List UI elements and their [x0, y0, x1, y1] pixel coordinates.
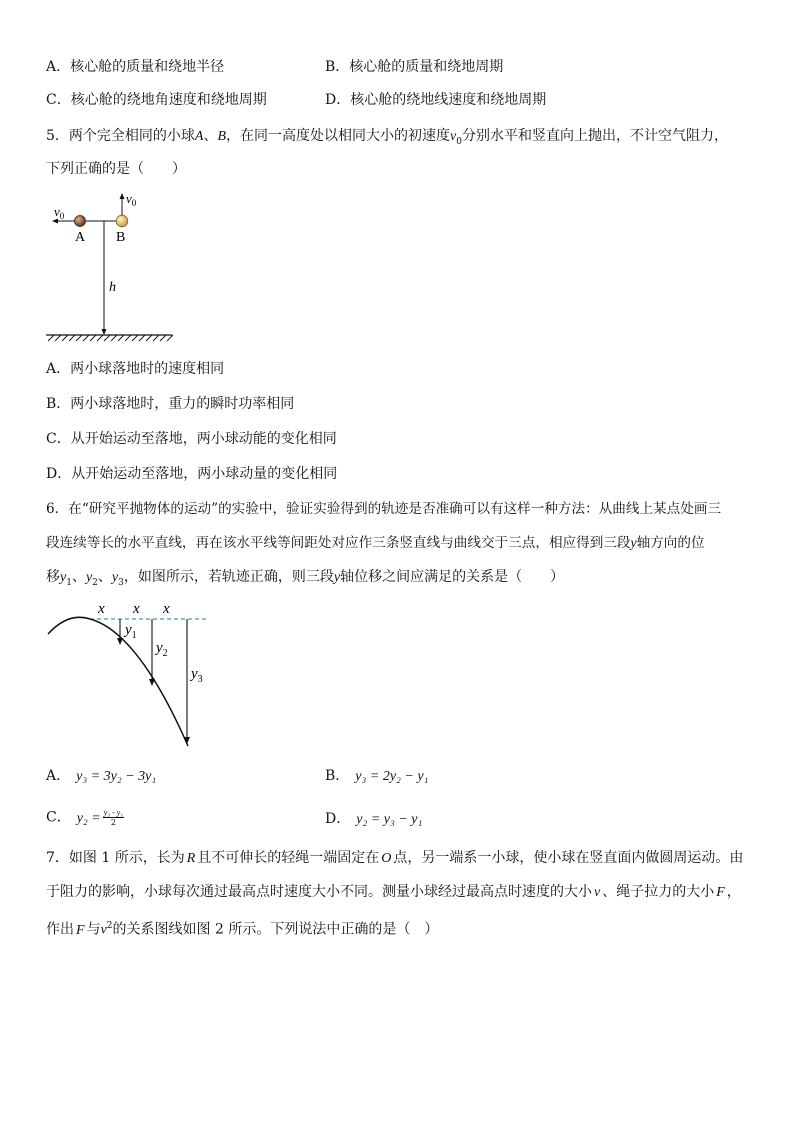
label-x1: x [98, 601, 105, 617]
label-b: B [116, 230, 126, 245]
q5-option-c: C．从开始运动至落地，两小球动能的变化相同 [46, 431, 337, 447]
q6-trajectory-figure [40, 598, 220, 750]
q5-projectile-figure [40, 188, 180, 348]
ball-b [116, 215, 128, 227]
label-x3: x [163, 601, 170, 617]
q7-stem-line2: 于阻力的影响，小球每次通过最高点时速度大小不同。测量小球经过最高点时速度的大小 v 、绳子拉力的大小 F ， [46, 884, 741, 900]
q5-option-a: A．两小球落地时的速度相同 [46, 361, 225, 377]
q5-option-d: D．从开始运动至落地，两小球动量的变化相同 [46, 466, 338, 482]
q7-stem-line1: 7．如图 1 所示，长为 R 且不可伸长的轻绳一端固定在 O 点，另一端系一小球，使小球在竖直面内做圆周运动。由 [46, 850, 744, 866]
label-y1: $y_1$ [125, 622, 137, 641]
q6-stem-line2: 段连续等长的水平直线，再在该水平线等间距处对应作三条竖直线与曲线交于三点，相应得到三段y轴方向的位 [46, 535, 705, 551]
label-h: h [109, 280, 116, 295]
q4-option-d: D．核心舱的绕地线速度和绕地周期 [325, 92, 547, 108]
q6-option-c: C． y₂ = $\frac{\text{y₃ - y₁}}{2}$ [46, 808, 124, 827]
label-v0-b: $v_0$ [126, 191, 137, 208]
q6-stem-line3: 移$y_1$、$y_2$、$y_3$，如图所示，若轨迹正确，则三段y轴位移之间应满足的关系是（ ） [46, 569, 565, 588]
q6-stem-line1: 6．在“研究平抛物体的运动”的实验中，验证实验得到的轨迹是否准确可以有这样一种方法：从曲线上某点处画三 [46, 501, 722, 517]
q4-option-a: A．核心舱的质量和绕地半径 [46, 59, 225, 75]
q4-option-c: C．核心舱的绕地角速度和绕地周期 [46, 92, 267, 108]
q6-option-b: B． y₃ = 2y₂ − y₁ [325, 768, 429, 784]
q7-stem-line3: 作出 F 与$v^2$的关系图线如图 2 所示。下列说法中正确的是（ ） [46, 921, 439, 938]
label-a: A [75, 230, 86, 245]
q4-option-b: B．核心舱的质量和绕地周期 [325, 59, 504, 75]
label-v0-a: $v_0$ [54, 204, 65, 221]
label-y2: $y_2$ [156, 640, 168, 659]
trajectory-curve [48, 617, 188, 746]
label-y3: $y_3$ [191, 666, 203, 685]
q6-option-d: D． y₂ = y₃ − y₁ [325, 811, 423, 827]
q5-option-b: B．两小球落地时，重力的瞬时功率相同 [46, 396, 295, 412]
ball-a [75, 216, 86, 227]
q5-stem-line1: 5．两个完全相同的小球A、B，在同一高度处以相同大小的初速度$v_0$分别水平和竖直向上抛出，不计空气阻力， [46, 128, 728, 147]
ground-hatching [48, 335, 173, 341]
q5-stem-line2: 下列正确的是（ ） [46, 161, 186, 177]
label-x2: x [133, 601, 140, 617]
q6-option-a: A． y₃ = 3y₂ − 3y₁ [46, 768, 157, 784]
